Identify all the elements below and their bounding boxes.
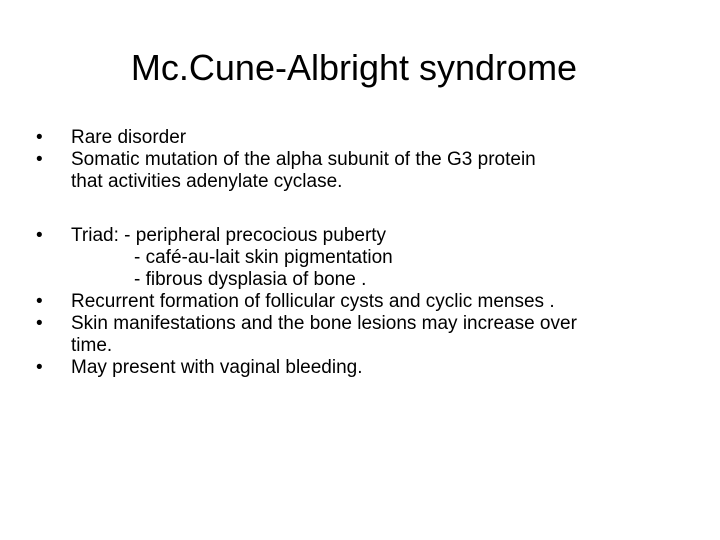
bullet-subline: - fibrous dysplasia of bone . [134,269,367,290]
bullet-item [36,225,696,291]
bullet-item [36,291,696,313]
bullet-text: Rare disorder [71,127,187,148]
bullet-item [36,149,696,193]
bullet-text: time. [71,335,113,356]
slide-title: Mc.Cune-Albright syndrome [130,47,578,88]
bullet-icon: • [36,149,43,170]
spacer [36,193,696,225]
bullet-list [36,127,696,379]
bullet-item [36,357,696,379]
bullet-icon: • [36,127,43,148]
bullet-icon: • [36,357,43,378]
bullet-subline: - café-au-lait skin pigmentation [134,247,393,268]
bullet-text: Triad: - peripheral precocious puberty [71,225,387,246]
bullet-icon: • [36,225,43,246]
bullet-text: that activities adenylate cyclase. [71,171,343,192]
bullet-text: Skin manifestations and the bone lesions may increase over [71,313,577,334]
bullet-text: Somatic mutation of the alpha subunit of the G3 protein [71,149,536,170]
bullet-icon: • [36,291,43,312]
bullet-item [36,127,696,149]
bullet-text: Recurrent formation of follicular cysts and cyclic menses . [71,291,555,312]
bullet-icon: • [36,313,43,334]
bullet-item [36,313,696,357]
bullet-text: May present with vaginal bleeding. [71,357,363,378]
